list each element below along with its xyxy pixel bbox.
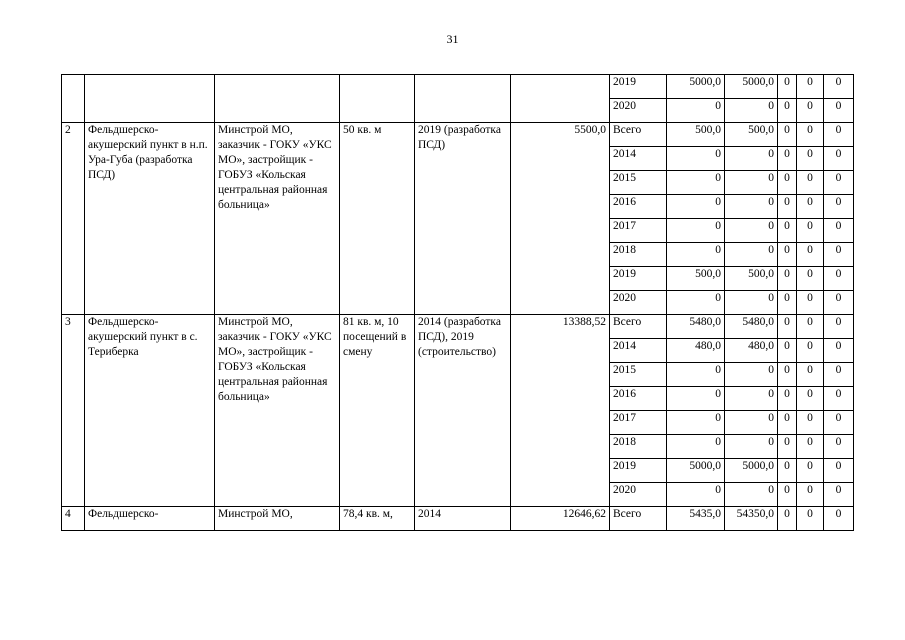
- budget-cell-3: 0: [778, 507, 797, 531]
- object-number-cell: 2: [62, 123, 85, 315]
- federal-cell: 0: [725, 435, 778, 459]
- year-cell: 2015: [610, 171, 667, 195]
- budget-cell-5: 0: [824, 267, 854, 291]
- budget-cell-3: 0: [778, 147, 797, 171]
- budget-cell-5: 0: [824, 291, 854, 315]
- budget-cell-5: 0: [824, 315, 854, 339]
- capacity-cell: 50 кв. м: [340, 123, 415, 315]
- budget-cell-4: 0: [797, 411, 824, 435]
- federal-cell: 0: [725, 195, 778, 219]
- cont-capacity-cell: [340, 75, 415, 123]
- object-number-cell: 3: [62, 315, 85, 507]
- budget-cell-4: 0: [797, 171, 824, 195]
- year-cell: 2015: [610, 363, 667, 387]
- year-cell: Всего: [610, 507, 667, 531]
- year-cell: 2014: [610, 147, 667, 171]
- cost-cell: 5500,0: [511, 123, 610, 315]
- year-cell: 2018: [610, 435, 667, 459]
- budget-cell-3: 0: [778, 315, 797, 339]
- year-cell: 2019: [610, 459, 667, 483]
- federal-cell: 0: [725, 411, 778, 435]
- budget-cell-4: 0: [797, 267, 824, 291]
- cont-customer-cell: [215, 75, 340, 123]
- capacity-cell: 78,4 кв. м,: [340, 507, 415, 531]
- total-cell: 0: [667, 171, 725, 195]
- table-row: [62, 123, 854, 147]
- cont-term-cell: [415, 75, 511, 123]
- object-name-cell: Фельдшерско-акушерский пункт в с. Териберка: [85, 315, 215, 507]
- cost-cell: 13388,52: [511, 315, 610, 507]
- cont-cost-cell: [511, 75, 610, 123]
- budget-cell-3: 0: [778, 195, 797, 219]
- year-cell: 2019: [610, 75, 667, 99]
- budget-cell-3: 0: [778, 267, 797, 291]
- budget-cell-4: 0: [797, 195, 824, 219]
- federal-cell: 0: [725, 243, 778, 267]
- budget-cell-3: 0: [778, 483, 797, 507]
- total-cell: 5480,0: [667, 315, 725, 339]
- budget-cell-3: 0: [778, 387, 797, 411]
- federal-cell: 0: [725, 483, 778, 507]
- capacity-cell: 81 кв. м, 10 посещений в смену: [340, 315, 415, 507]
- year-cell: Всего: [610, 123, 667, 147]
- budget-cell-5: 0: [824, 147, 854, 171]
- total-cell: 0: [667, 387, 725, 411]
- budget-cell-5: 0: [824, 99, 854, 123]
- budget-cell-5: 0: [824, 507, 854, 531]
- total-cell: 0: [667, 363, 725, 387]
- object-number-cell: 4: [62, 507, 85, 531]
- total-cell: 480,0: [667, 339, 725, 363]
- budget-cell-4: 0: [797, 219, 824, 243]
- budget-cell-5: 0: [824, 219, 854, 243]
- total-cell: 5000,0: [667, 75, 725, 99]
- budget-cell-5: 0: [824, 363, 854, 387]
- customer-cell: Минстрой МО, заказчик - ГОКУ «УКС МО», застройщик - ГОБУЗ «Кольская центральная районная больница»: [215, 123, 340, 315]
- budget-cell-5: 0: [824, 411, 854, 435]
- budget-cell-3: 0: [778, 123, 797, 147]
- total-cell: 0: [667, 99, 725, 123]
- budget-cell-5: 0: [824, 123, 854, 147]
- budget-cell-5: 0: [824, 243, 854, 267]
- total-cell: 0: [667, 243, 725, 267]
- federal-cell: 0: [725, 99, 778, 123]
- customer-cell: Минстрой МО,: [215, 507, 340, 531]
- year-cell: 2017: [610, 219, 667, 243]
- object-name-cell: Фельдшерско-: [85, 507, 215, 531]
- budget-cell-3: 0: [778, 459, 797, 483]
- budget-cell-4: 0: [797, 339, 824, 363]
- federal-cell: 0: [725, 147, 778, 171]
- year-cell: 2014: [610, 339, 667, 363]
- cont-name-cell: [85, 75, 215, 123]
- budget-cell-4: 0: [797, 363, 824, 387]
- federal-cell: 0: [725, 363, 778, 387]
- total-cell: 500,0: [667, 123, 725, 147]
- budget-cell-3: 0: [778, 75, 797, 99]
- total-cell: 0: [667, 195, 725, 219]
- total-cell: 0: [667, 219, 725, 243]
- budget-cell-5: 0: [824, 435, 854, 459]
- budget-cell-4: 0: [797, 483, 824, 507]
- total-cell: 0: [667, 147, 725, 171]
- year-cell: 2019: [610, 267, 667, 291]
- budget-cell-4: 0: [797, 291, 824, 315]
- budget-cell-5: 0: [824, 171, 854, 195]
- federal-cell: 5480,0: [725, 315, 778, 339]
- budget-cell-3: 0: [778, 435, 797, 459]
- total-cell: 5000,0: [667, 459, 725, 483]
- table-row: [62, 315, 854, 339]
- budget-cell-3: 0: [778, 219, 797, 243]
- budget-cell-5: 0: [824, 483, 854, 507]
- budget-cell-4: 0: [797, 123, 824, 147]
- budget-cell-5: 0: [824, 387, 854, 411]
- year-cell: 2020: [610, 99, 667, 123]
- page-number: 31: [446, 32, 459, 46]
- term-cell: 2014: [415, 507, 511, 531]
- federal-cell: 500,0: [725, 123, 778, 147]
- budget-cell-5: 0: [824, 339, 854, 363]
- budget-cell-3: 0: [778, 363, 797, 387]
- budget-cell-4: 0: [797, 459, 824, 483]
- total-cell: 0: [667, 435, 725, 459]
- total-cell: 0: [667, 483, 725, 507]
- object-name-cell: Фельдшерско-акушерский пункт в н.п. Ура-Губа (разработка ПСД): [85, 123, 215, 315]
- year-cell: 2018: [610, 243, 667, 267]
- year-cell: Всего: [610, 315, 667, 339]
- budget-cell-3: 0: [778, 339, 797, 363]
- year-cell: 2020: [610, 291, 667, 315]
- budget-cell-4: 0: [797, 243, 824, 267]
- budget-cell-4: 0: [797, 315, 824, 339]
- federal-cell: 5000,0: [725, 75, 778, 99]
- federal-cell: 0: [725, 291, 778, 315]
- federal-cell: 500,0: [725, 267, 778, 291]
- budget-cell-3: 0: [778, 243, 797, 267]
- term-cell: 2014 (разработка ПСД), 2019 (строительство): [415, 315, 511, 507]
- financing-table: [61, 74, 854, 531]
- cost-cell: 12646,62: [511, 507, 610, 531]
- budget-cell-4: 0: [797, 507, 824, 531]
- year-cell: 2016: [610, 195, 667, 219]
- budget-cell-4: 0: [797, 75, 824, 99]
- total-cell: 0: [667, 411, 725, 435]
- budget-cell-4: 0: [797, 387, 824, 411]
- customer-cell: Минстрой МО, заказчик - ГОКУ «УКС МО», застройщик - ГОБУЗ «Кольская центральная районная больница»: [215, 315, 340, 507]
- year-cell: 2020: [610, 483, 667, 507]
- federal-cell: 0: [725, 387, 778, 411]
- cont-number-cell: [62, 75, 85, 123]
- federal-cell: 54350,0: [725, 507, 778, 531]
- table-row: [62, 507, 854, 531]
- budget-cell-3: 0: [778, 411, 797, 435]
- budget-cell-5: 0: [824, 195, 854, 219]
- budget-cell-4: 0: [797, 99, 824, 123]
- budget-cell-3: 0: [778, 291, 797, 315]
- budget-cell-3: 0: [778, 99, 797, 123]
- budget-cell-5: 0: [824, 75, 854, 99]
- federal-cell: 480,0: [725, 339, 778, 363]
- federal-cell: 5000,0: [725, 459, 778, 483]
- year-cell: 2017: [610, 411, 667, 435]
- budget-cell-3: 0: [778, 171, 797, 195]
- year-cell: 2016: [610, 387, 667, 411]
- total-cell: 5435,0: [667, 507, 725, 531]
- total-cell: 0: [667, 291, 725, 315]
- budget-cell-4: 0: [797, 147, 824, 171]
- budget-cell-4: 0: [797, 435, 824, 459]
- budget-cell-5: 0: [824, 459, 854, 483]
- term-cell: 2019 (разработка ПСД): [415, 123, 511, 315]
- total-cell: 500,0: [667, 267, 725, 291]
- federal-cell: 0: [725, 171, 778, 195]
- federal-cell: 0: [725, 219, 778, 243]
- table-row: [62, 75, 854, 99]
